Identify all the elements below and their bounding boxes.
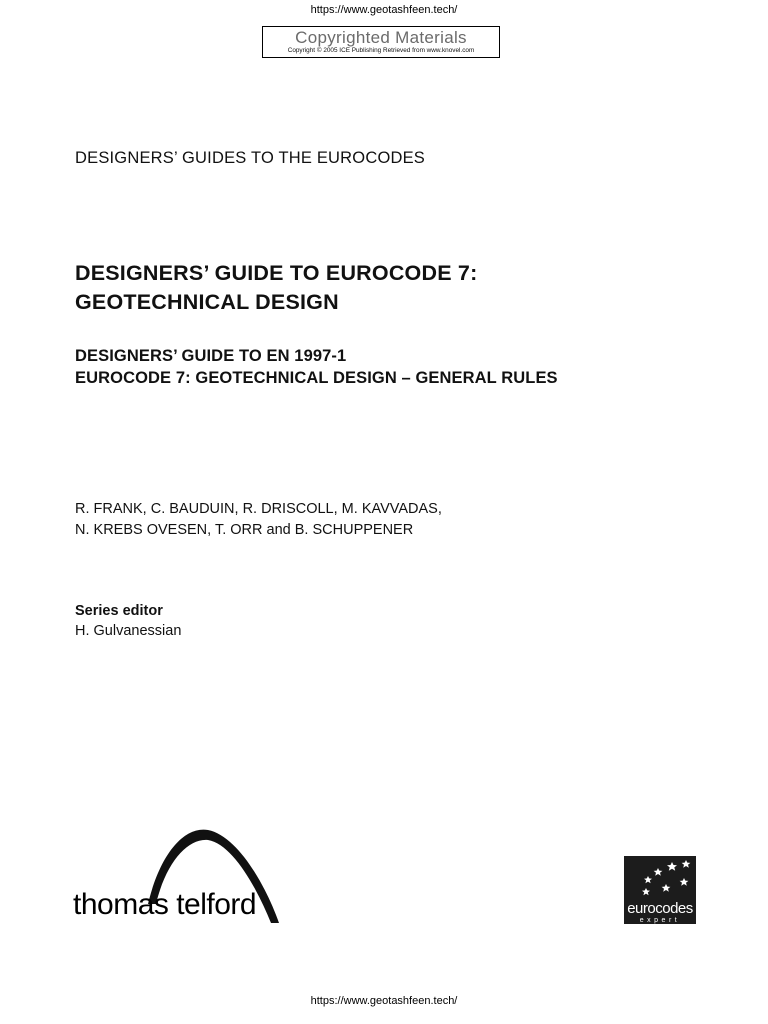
footer-url: https://www.geotashfeen.tech/ [310, 995, 458, 1007]
copyright-title: Copyrighted Materials [295, 28, 467, 47]
eurocodes-expert-text: expert [639, 917, 681, 924]
subtitle-line-1: DESIGNERS’ GUIDE TO EN 1997-1 [75, 347, 347, 365]
series-editor-label: Series editor [75, 603, 163, 619]
main-title-line-1: DESIGNERS’ GUIDE TO EUROCODE 7: [75, 261, 478, 285]
authors-line-2a: N. KREBS OVESEN, T. ORR [75, 522, 263, 538]
authors [75, 499, 442, 541]
copyright-box [262, 26, 500, 58]
subtitle-line-2: EUROCODE 7: GEOTECHNICAL DESIGN – GENERAL RULES [75, 369, 558, 387]
eurocodes-stars-icon [624, 856, 696, 924]
series-title: DESIGNERS’ GUIDES TO THE EUROCODES [75, 149, 426, 167]
eurocodes-expert-logo [624, 856, 696, 924]
thomas-telford-wordmark: thomas telford [73, 888, 257, 921]
authors-line-2 [75, 520, 442, 541]
authors-line-1: R. FRANK, C. BAUDUIN, R. DRISCOLL, M. KAVVADAS, [75, 501, 442, 517]
eurocodes-wordmark: eurocodes [627, 900, 693, 917]
copyright-subtitle: Copyright © 2005 ICE Publishing Retrieved from www.knovel.com [287, 47, 475, 54]
main-title [75, 259, 477, 317]
authors-line-2b: B. SCHUPPENER [294, 522, 414, 538]
main-title-line-2: GEOTECHNICAL DESIGN [75, 290, 339, 314]
series-editor-name: H. Gulvanessian [75, 623, 182, 639]
authors-and: and [266, 522, 291, 538]
subtitle [75, 345, 558, 389]
header-url: https://www.geotashfeen.tech/ [310, 4, 458, 16]
thomas-telford-logo [72, 826, 287, 926]
